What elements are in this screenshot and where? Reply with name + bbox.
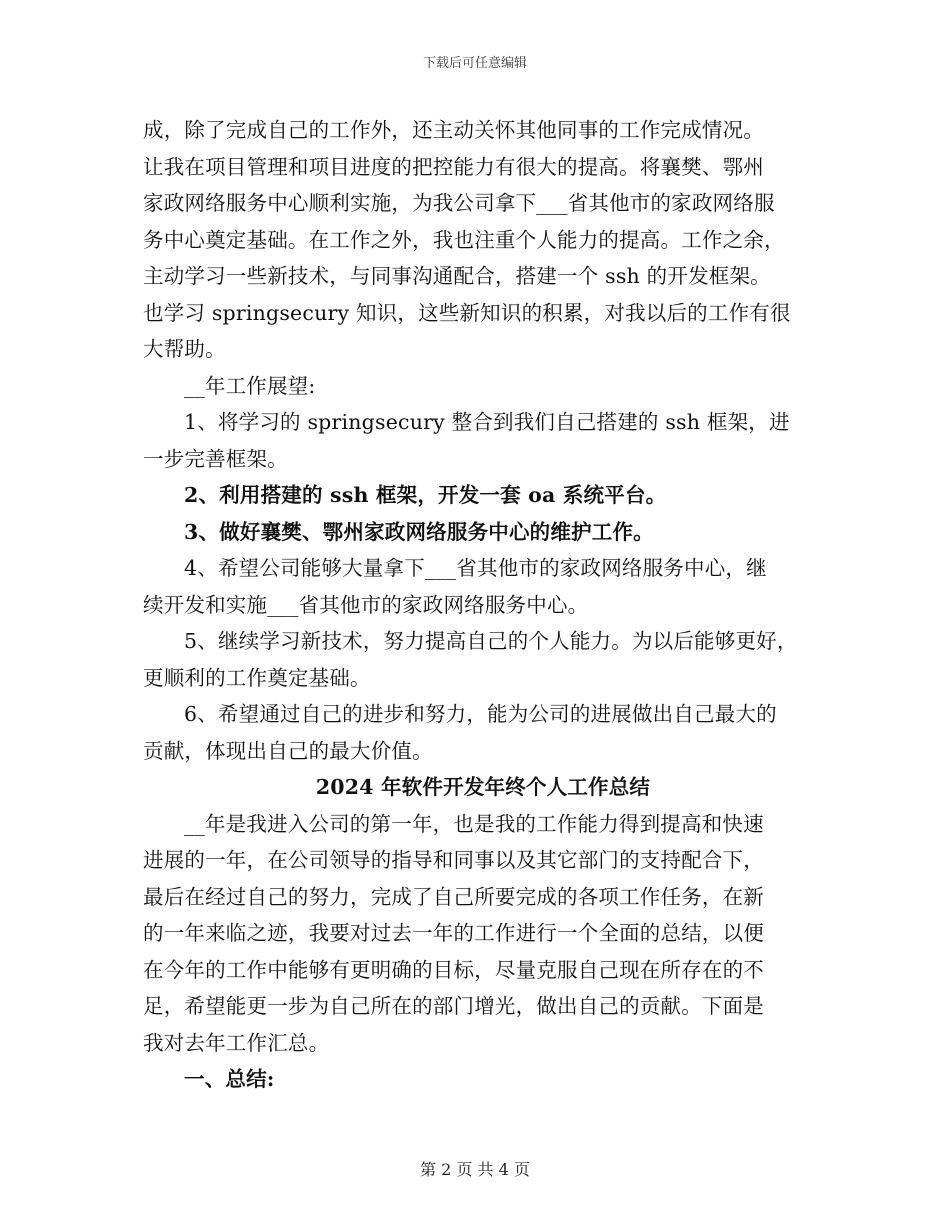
section-title: 2024 年软件开发年终个人工作总结 bbox=[315, 775, 651, 799]
text-line: 我对去年工作汇总。 bbox=[143, 1030, 330, 1055]
text-line: 成，除了完成自己的工作外，还主动关怀其他同事的工作完成情况。 bbox=[143, 118, 764, 142]
text-line: 1、将学习的 springsecury 整合到我们自己搭建的 ssh 框架，进 bbox=[184, 410, 790, 434]
text-line: 一步完善框架。 bbox=[143, 446, 288, 471]
text-line: 主动学习一些新技术，与同事沟通配合，搭建一个 ssh 的开发框架。 bbox=[143, 264, 771, 288]
text-line: __年是我进入公司的第一年，也是我的工作能力得到提高和快速 bbox=[184, 811, 764, 836]
page-header: 下载后可任意编辑 bbox=[422, 56, 527, 71]
text-line: 家政网络服务中心顺利实施，为我公司拿下___省其他市的家政网络服 bbox=[143, 191, 775, 215]
text-line: 务中心奠定基础。在工作之外，我也注重个人能力的提高。工作之余， bbox=[143, 227, 785, 252]
text-line: 也学习 springsecury 知识，这些新知识的积累，对我以后的工作有很 bbox=[143, 300, 791, 325]
text-line: 足，希望能更一步为自己所在的部门增光，做出自己的贡献。下面是 bbox=[143, 994, 764, 1018]
text-line: __年工作展望: bbox=[184, 373, 316, 398]
text-line: 让我在项目管理和项目进度的把控能力有很大的提高。将襄樊、鄂州 bbox=[143, 154, 764, 179]
text-line: 进展的一年，在公司领导的指导和同事以及其它部门的支持配合下， bbox=[143, 848, 764, 872]
text-line: 贡献，体现出自己的最大价值。 bbox=[143, 738, 433, 763]
text-line: 2、利用搭建的 ssh 框架，开发一套 oa 系统平台。 bbox=[184, 483, 667, 507]
document-body bbox=[143, 112, 823, 1098]
text-line: 4、希望公司能够大量拿下___省其他市的家政网络服务中心，继 bbox=[184, 556, 767, 580]
text-line: 6、希望通过自己的进步和努力，能为公司的进展做出自己最大的 bbox=[184, 702, 777, 726]
text-line: 的一年来临之迹，我要对过去一年的工作进行一个全面的总结，以便 bbox=[143, 921, 764, 945]
text-line: 更顺利的工作奠定基础。 bbox=[143, 665, 371, 690]
text-line: 一、总结: bbox=[184, 1067, 275, 1091]
text-line: 3、做好襄樊、鄂州家政网络服务中心的维护工作。 bbox=[184, 519, 654, 544]
text-line: 5、继续学习新技术，努力提高自己的个人能力。为以后能够更好， bbox=[184, 629, 798, 653]
text-line: 续开发和实施___省其他市的家政网络服务中心。 bbox=[143, 592, 589, 617]
text-line: 大帮助。 bbox=[143, 337, 226, 361]
text-line: 在今年的工作中能够有更明确的目标，尽量克服自己现在所存在的不 bbox=[143, 957, 764, 982]
page-footer: 第 2 页 共 4 页 bbox=[420, 1160, 530, 1179]
text-line: 最后在经过自己的努力，完成了自己所要完成的各项工作任务，在新 bbox=[143, 884, 764, 909]
